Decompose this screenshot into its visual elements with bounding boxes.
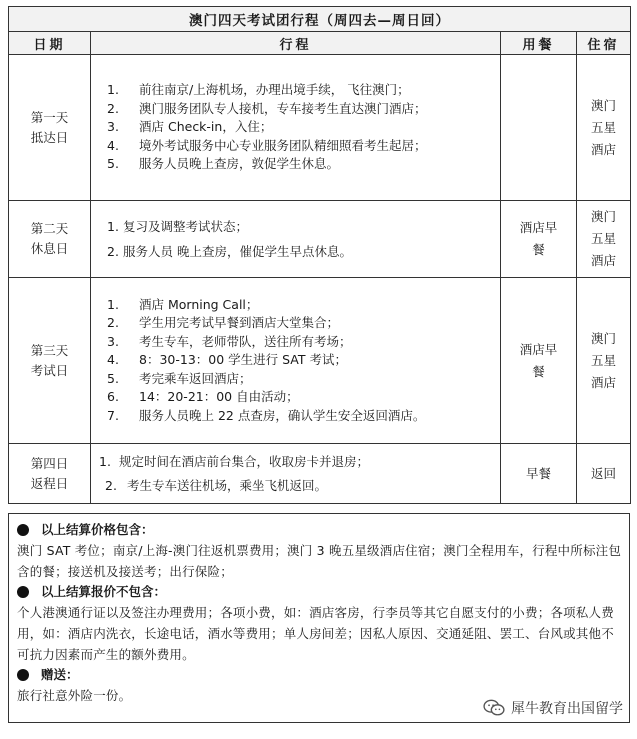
included-heading <box>17 520 623 540</box>
hotel-line: 五星 <box>590 231 616 246</box>
meal-cell <box>501 55 577 201</box>
day-name: 第二天 <box>30 221 69 236</box>
hotel-cell <box>577 278 631 444</box>
itinerary-table <box>8 6 631 504</box>
header-meal: 用餐 <box>501 32 577 55</box>
table-row <box>9 444 631 504</box>
list-item: 4. 境外考试服务中心专业服务团队精细照看考生起居； <box>107 137 427 153</box>
watermark-text: 犀牛教育出国留学 <box>511 701 623 717</box>
meal-line: 餐 <box>532 363 545 379</box>
list-item: 1. 规定时间在酒店前台集合，收取房卡并退房； <box>99 453 370 469</box>
pricing-notes <box>8 513 630 723</box>
hotel-line: 澳门 <box>590 97 616 113</box>
list-item: 2. 考生专车送往机场，乘坐飞机返回。 <box>105 477 328 493</box>
list-item: 1. 复习及调整考试状态； <box>107 219 249 234</box>
day-name: 第三天 <box>30 342 69 358</box>
itinerary-table-wrapper <box>8 6 630 504</box>
bullet-icon <box>17 586 29 598</box>
itinerary-cell <box>91 201 501 278</box>
header-row <box>9 32 631 55</box>
day-type: 返程日 <box>30 475 69 491</box>
meal-line: 餐 <box>532 242 545 257</box>
day-name: 第四日 <box>30 455 69 471</box>
hotel-cell <box>577 55 631 201</box>
list-item: 7. 服务人员晚上 22 点查房，确认学生安全返回酒店。 <box>107 407 426 423</box>
list-item: 1. 酒店 Morning Call； <box>107 296 259 312</box>
hotel-line: 酒店 <box>590 141 616 157</box>
day-type: 抵达日 <box>30 129 69 145</box>
table-row <box>9 201 631 278</box>
list-item: 2. 学生用完考试早餐到酒店大堂集合； <box>107 315 340 331</box>
day-cell <box>9 278 91 444</box>
included-heading-text: 以上结算价格包含： <box>41 522 154 537</box>
list-item: 2. 服务人员 晚上查房，催促学生早点休息。 <box>107 244 352 259</box>
step-list <box>91 78 500 177</box>
meal-cell <box>501 278 577 444</box>
day-type: 休息日 <box>30 241 69 256</box>
gift-heading <box>17 665 623 685</box>
meal-line: 酒店早 <box>519 341 558 357</box>
header-hotel: 住宿 <box>577 32 631 55</box>
itinerary-cell <box>91 55 501 201</box>
list-item: 4. 8：30-13：00 学生进行 SAT 考试； <box>107 352 347 368</box>
wechat-icon <box>483 699 505 717</box>
list-item: 5. 考完乘车返回酒店； <box>107 370 252 386</box>
header-itinerary: 行程 <box>91 32 501 55</box>
list-item: 3. 酒店 Check-in，入住； <box>107 119 273 135</box>
step-list <box>91 211 500 267</box>
step-list <box>91 447 500 501</box>
excluded-heading-text: 以上结算报价不包含： <box>41 584 167 599</box>
table-row <box>9 278 631 444</box>
list-item: 3. 考生专车，老师带队，送往所有考场； <box>107 333 352 349</box>
itinerary-cell <box>91 278 501 444</box>
meal-cell: 早餐 <box>501 444 577 504</box>
day-name: 第一天 <box>30 109 69 125</box>
day-cell <box>9 55 91 201</box>
list-item: 1. 前往南京/上海机场，办理出境手续， 飞往澳门； <box>107 82 410 98</box>
hotel-line: 澳门 <box>590 330 616 346</box>
table-row <box>9 55 631 201</box>
excluded-heading <box>17 582 623 602</box>
gift-heading-text: 赠送： <box>41 667 79 682</box>
step-list <box>91 293 500 429</box>
day-cell <box>9 444 91 504</box>
list-item: 2. 澳门服务团队专人接机，专车接考生直达澳门酒店； <box>107 100 427 116</box>
day-type: 考试日 <box>30 362 69 378</box>
hotel-line: 澳门 <box>590 209 616 224</box>
gift-text: 旅行社意外险一份。 <box>17 688 132 703</box>
hotel-line: 酒店 <box>590 374 616 390</box>
meal-line: 酒店早 <box>519 220 558 235</box>
list-item: 5. 服务人员晚上查房，敦促学生休息。 <box>107 156 340 172</box>
hotel-cell: 返回 <box>577 444 631 504</box>
bullet-icon <box>17 669 29 681</box>
excluded-text: 个人港澳通行证以及签注办理费用；各项小费，如：酒店客房，行李员等其它自愿支付的小费；各项私人费用，如：酒店内洗衣，长途电话，酒水等费用；单人房间差；因私人原因、交通延阻、罢工、台风或其他不可抗力因素而产生的额外费用。 <box>17 605 614 662</box>
bullet-icon <box>17 524 29 536</box>
hotel-line: 五星 <box>590 119 616 135</box>
itinerary-cell <box>91 444 501 504</box>
included-text: 澳门 SAT 考位；南京/上海-澳门往返机票费用；澳门 3 晚五星级酒店住宿；澳门全程用车，行程中所标注包含的餐；接送机及接送考；出行保险； <box>17 543 622 579</box>
header-date: 日期 <box>9 32 91 55</box>
hotel-cell <box>577 201 631 278</box>
watermark <box>483 698 623 718</box>
day-cell <box>9 201 91 278</box>
list-item: 6. 14：20-21：00 自由活动； <box>107 389 299 405</box>
hotel-line: 酒店 <box>590 253 616 268</box>
meal-cell <box>501 201 577 278</box>
table-title: 澳门四天考试团行程（周四去—周日回） <box>9 7 631 32</box>
hotel-line: 五星 <box>590 352 616 368</box>
